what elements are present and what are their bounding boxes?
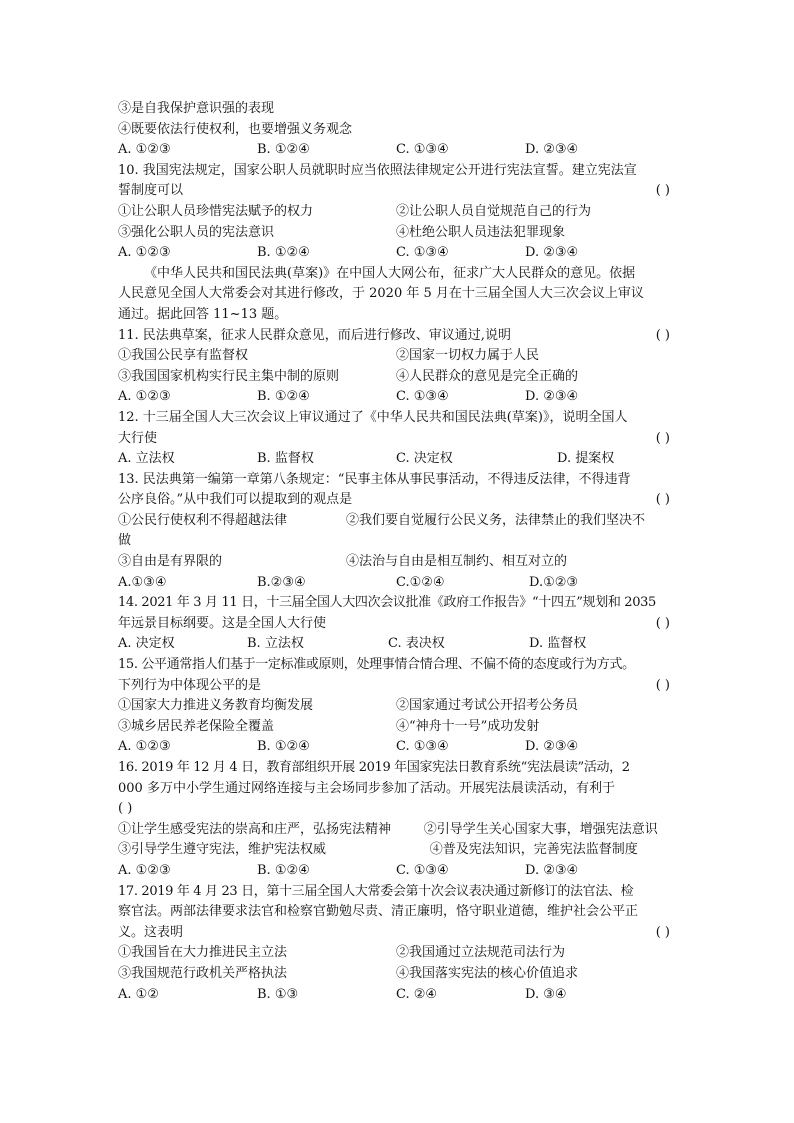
option-line — [118, 120, 674, 141]
question-10-stem-cont — [118, 181, 674, 202]
option-row — [118, 552, 674, 573]
option-3: ③强化公职人员的宪法意识 — [118, 224, 275, 240]
answer-b: B. ①②④ — [257, 739, 310, 755]
stem-text: 13. 民法典第一编第一章第八条规定：“民事主体从事民事活动，不得违反法律，不得违背 — [118, 471, 631, 487]
answer-a: A. ①② — [118, 986, 159, 1002]
answer-c: C. ①③④ — [396, 142, 449, 158]
answer-row — [118, 861, 674, 882]
question-14-stem — [118, 593, 674, 614]
option-row — [118, 223, 674, 244]
answer-row — [118, 573, 674, 594]
answer-b: B. ①②④ — [257, 245, 310, 261]
question-13-stem — [118, 470, 674, 491]
question-13-stem-cont — [118, 490, 674, 511]
passage-line — [118, 284, 674, 305]
answer-d: D.①②③ — [529, 574, 579, 590]
option-row — [118, 696, 674, 717]
option-row — [118, 840, 674, 861]
answer-a: A. ①②③ — [118, 245, 171, 261]
answer-a: A.①③④ — [118, 574, 167, 590]
question-list — [118, 99, 674, 1005]
stem-text: 察官法。两部法律要求法官和检察官勤勉尽责、清正廉明，恪守职业道德，维护社会公平正 — [118, 904, 639, 920]
option-4: ④杜绝公职人员违法犯罪现象 — [396, 224, 566, 240]
answer-d: D. ②③④ — [525, 245, 579, 261]
answer-c: C. ①③④ — [396, 862, 449, 878]
stem-text: 公序良俗。”从中我们可以提取到的观点是 — [118, 492, 353, 508]
option-wrap — [118, 531, 674, 552]
question-16-stem-cont — [118, 779, 674, 800]
answer-a: A. 决定权 — [118, 636, 175, 652]
question-14-stem-cont — [118, 614, 674, 635]
option-row — [118, 346, 674, 367]
option-row — [118, 202, 674, 223]
answer-b: B. 监督权 — [257, 451, 314, 467]
option-4: ④普及宪法知识，完善宪法监督制度 — [429, 842, 638, 858]
answer-row — [118, 387, 674, 408]
option-1: ①我国公民享有监督权 — [118, 348, 249, 364]
option-1: ①公民行使权利不得超越法律 — [118, 512, 288, 528]
answer-b: B. ①②④ — [257, 862, 310, 878]
option-row — [118, 943, 674, 964]
answer-a: A. 立法权 — [118, 451, 175, 467]
answer-bracket: ( ) — [655, 327, 670, 343]
option-3: ③自由是有界限的 — [118, 554, 223, 570]
passage-line — [118, 305, 674, 326]
option-2: ②国家通过考试公开招考公务员 — [396, 698, 579, 714]
option-4: ④人民群众的意见是完全正确的 — [396, 368, 579, 384]
option-line — [118, 99, 674, 120]
answer-row — [118, 449, 674, 470]
answer-b: B. ①③ — [257, 986, 299, 1002]
option-2: ②引导学生关心国家大事，增强宪法意识 — [423, 821, 658, 837]
option-3: ③我国国家机构实行民主集中制的原则 — [118, 368, 340, 384]
answer-d: D. ②③④ — [525, 739, 579, 755]
option-1: ①我国旨在大力推进民主立法 — [118, 945, 288, 961]
stem-text: 15. 公平通常指人们基于一定标准或原则，处理事情合情合理、不偏不倚的态度或行为方式。 — [118, 657, 635, 673]
answer-a: A. ①②③ — [118, 739, 171, 755]
stem-text: 10. 我国宪法规定，国家公职人员就职时应当依照法律规定公开进行宪法宣誓。建立宪法宣 — [118, 162, 637, 178]
answer-d: D. 提案权 — [557, 451, 615, 467]
answer-a: A. ①②③ — [118, 862, 171, 878]
answer-c: C. ①③④ — [396, 739, 449, 755]
answer-c: C. ①③④ — [396, 389, 449, 405]
answer-bracket: ( ) — [655, 677, 670, 693]
stem-text: 12. 十三届全国人大三次会议上审议通过了《中华人民共和国民法典(草案)》，说明全国人 — [118, 409, 628, 425]
option-2-cont: 做 — [118, 533, 132, 549]
answer-b: B. ①②④ — [257, 142, 310, 158]
answer-row — [118, 140, 674, 161]
question-17-stem-cont — [118, 902, 674, 923]
answer-a: A. ①②③ — [118, 142, 171, 158]
question-15-stem-cont — [118, 676, 674, 697]
answer-row — [118, 634, 674, 655]
question-10-stem — [118, 161, 674, 182]
option-row — [118, 367, 674, 388]
option-2: ②我国通过立法规范司法行为 — [396, 945, 566, 961]
answer-d: D. ②③④ — [525, 862, 579, 878]
answer-row — [118, 985, 674, 1006]
stem-text: 义。这表明 — [118, 924, 184, 940]
stem-text: 14. 2021 年 3 月 11 日，十三届全国人大四次会议批准《政府工作报告》“十四五”规划和 2035 — [118, 595, 656, 611]
answer-a: A. ①②③ — [118, 389, 171, 405]
option-3: ③我国规范行政机关严格执法 — [118, 965, 288, 981]
stem-text: 000 多万中小学生通过网络连接与主会场同步参加了活动。开展宪法晨读活动，有利于 — [118, 780, 615, 796]
answer-c: C. ②④ — [396, 986, 438, 1002]
question-15-stem — [118, 655, 674, 676]
option-1: ①让学生感受宪法的崇高和庄严，弘扬宪法精神 — [118, 821, 392, 837]
answer-d: D. ②③④ — [525, 142, 579, 158]
passage-line — [118, 264, 674, 285]
question-11-stem — [118, 326, 674, 347]
answer-c: C. ①③④ — [396, 245, 449, 261]
answer-c: C.①②④ — [396, 574, 445, 590]
answer-row — [118, 737, 674, 758]
question-17-stem-end — [118, 923, 674, 944]
passage-text: 人民意见全国人大常委会对其进行修改，于 2020 年 5 月在十三届全国人大三次会议上审议 — [118, 286, 644, 302]
stem-text: 誓制度可以 — [118, 183, 184, 199]
question-12-stem-cont — [118, 429, 674, 450]
stem-text: 大行使 — [118, 430, 158, 446]
answer-b: B. 立法权 — [247, 636, 304, 652]
option-4: ④我国落实宪法的核心价值追求 — [396, 965, 579, 981]
answer-bracket: ( ) — [655, 430, 670, 446]
option-3: ③城乡居民养老保险全覆盖 — [118, 718, 275, 734]
answer-b: B. ①②④ — [257, 389, 310, 405]
answer-bracket-line — [118, 799, 674, 820]
answer-row — [118, 243, 674, 264]
option-2: ②我们要自觉履行公民义务，法律禁止的我们坚决不 — [345, 512, 645, 528]
option-4: ④既要依法行使权利，也要增强义务观念 — [118, 121, 353, 137]
stem-text: 下列行为中体现公平的是 — [118, 677, 262, 693]
option-2: ②国家一切权力属于人民 — [396, 348, 540, 364]
answer-b: B.②③④ — [257, 574, 306, 590]
question-16-stem — [118, 758, 674, 779]
option-row — [118, 717, 674, 738]
answer-bracket: ( ) — [655, 492, 670, 508]
option-4: ④“神舟十一号”成功发射 — [396, 718, 540, 734]
answer-c: C. 决定权 — [396, 451, 453, 467]
answer-bracket: ( ) — [655, 615, 670, 631]
option-row — [118, 511, 674, 532]
answer-bracket: ( ) — [118, 801, 133, 817]
passage-text: 《中华人民共和国民法典(草案)》在中国人大网公布，征求广大人民群众的意见。依据 — [144, 265, 636, 281]
answer-d: D. ③④ — [525, 986, 567, 1002]
option-row — [118, 820, 674, 841]
answer-c: C. 表决权 — [388, 636, 445, 652]
stem-text: 11. 民法典草案，征求人民群众意见，而后进行修改、审议通过,说明 — [118, 327, 511, 343]
option-1: ①国家大力推进义务教育均衡发展 — [118, 698, 314, 714]
answer-d: D. ②③④ — [525, 389, 579, 405]
question-12-stem — [118, 408, 674, 429]
stem-text: 17. 2019 年 4 月 23 日，第十三届全国人大常委会第十次会议表决通过新修订的法官法、检 — [118, 883, 634, 899]
option-4: ④法治与自由是相互制约、相互对立的 — [345, 554, 567, 570]
passage-text: 通过。据此回答 11~13 题。 — [118, 306, 288, 322]
answer-d: D. 监督权 — [529, 636, 587, 652]
option-3: ③是自我保护意识强的表现 — [118, 101, 275, 116]
option-3: ③引导学生遵守宪法，维护宪法权威 — [118, 842, 327, 858]
answer-bracket: ( ) — [655, 183, 670, 199]
option-row — [118, 964, 674, 985]
stem-text: 年远景目标纲要。这是全国人大行使 — [118, 615, 327, 631]
option-1: ①让公职人员珍惜宪法赋予的权力 — [118, 203, 314, 219]
answer-bracket: ( ) — [655, 924, 670, 940]
option-2: ②让公职人员自觉规范自己的行为 — [396, 203, 592, 219]
stem-text: 16. 2019 年 12 月 4 日，教育部组织开展 2019 年国家宪法日教育系统“宪法晨读”活动，2 — [118, 760, 630, 775]
question-17-stem — [118, 882, 674, 903]
